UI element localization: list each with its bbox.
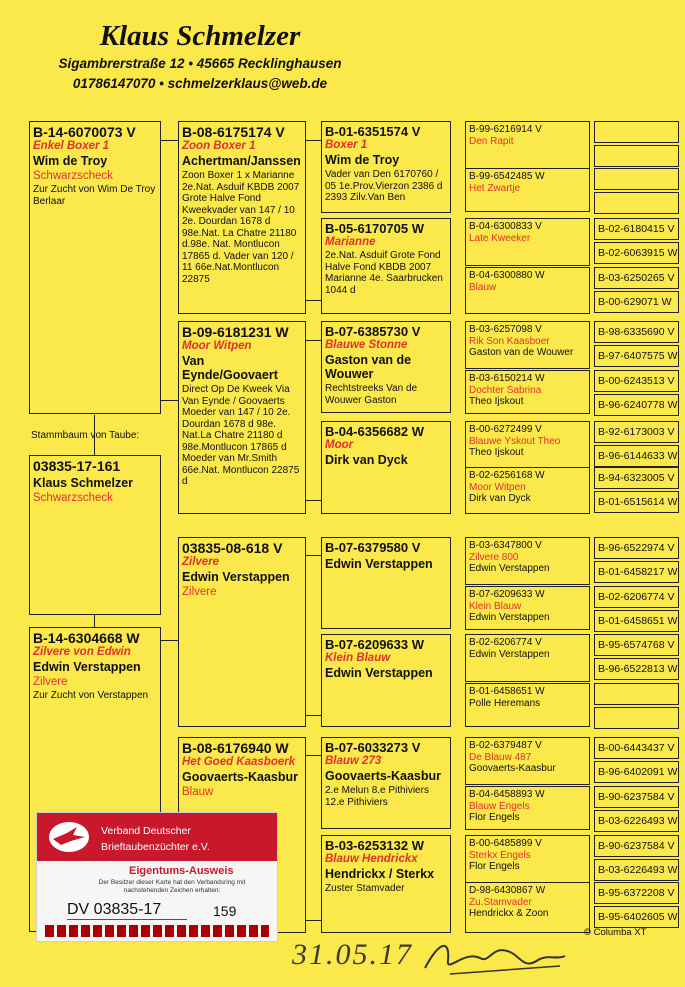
dam-color: Zilvere: [33, 676, 68, 688]
gen3-card[interactable]: [321, 537, 451, 629]
connector-line: [161, 140, 178, 141]
breeder-name: Klaus Schmelzer: [99, 20, 301, 52]
dam-notes: Zur Zucht von Verstappen: [33, 690, 149, 701]
gen5-card[interactable]: B-02-6206774 V: [594, 586, 679, 608]
gen3-owner: Goovaerts-Kaasbur: [325, 769, 442, 783]
gen4-name: Zu.Stamvader: [469, 896, 532, 908]
gen4-ring: B-02-6379487 V: [469, 740, 542, 751]
gen5-card[interactable]: [594, 168, 679, 190]
gen5-card[interactable]: B-00-6443437 V: [594, 737, 679, 759]
connector-line: [306, 555, 321, 556]
connector-line: [161, 640, 178, 641]
breeder-address: Sigambrerstraße 12 • 45665 Recklinghausen: [58, 56, 342, 71]
dam-owner: Edwin Verstappen: [33, 660, 141, 674]
gen4-name: Moor Witpen: [469, 481, 526, 493]
gen4-card[interactable]: [465, 267, 590, 314]
sire-ring: B-14-6070073 V: [33, 124, 136, 140]
card-org-line2: Brieftaubenzüchter e.V.: [101, 841, 210, 853]
gen5-card[interactable]: B-03-6226493 W: [594, 859, 679, 881]
gen4-ring: B-00-6272499 V: [469, 424, 542, 435]
gen5-card[interactable]: B-90-6237584 V: [594, 835, 679, 857]
sire-notes: Zur Zucht von Wim De Troy Berlaar: [33, 184, 156, 207]
gen4-ring: B-02-6206774 V: [469, 637, 542, 648]
gen4-owner: Goovaerts-Kaasbur: [469, 763, 556, 774]
gen4-ring: D-98-6430867 W: [469, 885, 546, 896]
sire-name: Enkel Boxer 1: [33, 140, 110, 152]
gen3-name: Marianne: [325, 236, 376, 248]
gen5-card[interactable]: B-03-6250265 V: [594, 267, 679, 289]
gen5-card[interactable]: B-90-6237584 V: [594, 786, 679, 808]
gen5-card[interactable]: [594, 145, 679, 167]
gen5-card[interactable]: B-95-6574768 V: [594, 634, 679, 656]
gen3-owner: Edwin Verstappen: [325, 666, 433, 680]
gen5-card[interactable]: B-01-6458217 W: [594, 561, 679, 583]
gen4-ring: B-99-6542485 W: [469, 171, 545, 182]
gen4-owner: Edwin Verstappen: [469, 612, 550, 623]
dam-ring: B-14-6304668 W: [33, 630, 140, 646]
gen4-card[interactable]: [465, 586, 590, 630]
gen2-name: Zilvere: [182, 556, 220, 568]
gen4-card[interactable]: [465, 683, 590, 727]
gen4-owner: Edwin Verstappen: [469, 563, 550, 574]
connector-line: [306, 140, 321, 141]
gen3-name: Klein Blauw: [325, 652, 391, 664]
gen4-card[interactable]: [465, 835, 590, 883]
gen3-card[interactable]: [321, 421, 451, 514]
gen3-ring: B-07-6209633 W: [325, 637, 424, 652]
gen3-owner: Hendrickx / Sterkx: [325, 867, 435, 881]
gen4-owner: Hendrickx & Zoon: [469, 908, 549, 919]
breeder-contact: 01786147070 • schmelzerklaus@web.de: [72, 76, 328, 91]
gen4-name: Den Rapit: [469, 135, 514, 147]
subject-color: Schwarzscheck: [33, 492, 113, 504]
gen2-owner: Achertman/Janssen: [182, 154, 301, 168]
gen4-owner: Theo Ijskout: [469, 396, 524, 407]
sire-owner: Wim de Troy: [33, 154, 108, 168]
gen4-name: Blauwe Yskout Theo: [469, 435, 561, 447]
gen3-owner: Dirk van Dyck: [325, 453, 408, 467]
gen5-card[interactable]: [594, 192, 679, 214]
dam-name: Zilvere von Edwin: [33, 646, 131, 658]
gen5-card[interactable]: [594, 121, 679, 143]
gen3-owner: Edwin Verstappen: [325, 557, 433, 571]
gen3-name: Blauw Hendrickx: [325, 853, 418, 865]
gen3-notes: 2.e Melun 8.e Pithiviers 12.e Pithiviers: [325, 785, 429, 808]
gen5-card[interactable]: [594, 683, 679, 705]
gen5-card[interactable]: B-00-629071 W: [594, 291, 679, 313]
gen4-ring: B-02-6256168 W: [469, 470, 545, 481]
connector-line: [161, 400, 178, 401]
gen4-name: Rik Son Kaasboer: [469, 335, 550, 347]
sire-card[interactable]: [29, 121, 161, 414]
sire-color: Schwarzscheck: [33, 170, 113, 182]
gen3-ring: B-04-6356682 W: [325, 424, 424, 439]
gen5-card[interactable]: B-02-6180415 V: [594, 218, 679, 240]
card-number: 159: [213, 903, 237, 919]
gen5-card[interactable]: B-94-6323005 V: [594, 467, 679, 489]
gen3-notes: Vader van Den 6170760 / 05 1e.Prov.Vierzon 2386 d 2393 Zilv.Van Ben: [325, 169, 443, 203]
stammbaum-label: Stammbaum von Taube:: [31, 430, 140, 441]
gen4-card[interactable]: [465, 537, 590, 585]
connector-line: [306, 500, 321, 501]
gen5-card[interactable]: B-95-6372208 V: [594, 882, 679, 904]
subject-card[interactable]: [29, 455, 161, 615]
gen2-ring: 03835-08-618 V: [182, 540, 283, 556]
gen4-name: Dochter Sabrina: [469, 384, 542, 396]
gen4-name: Zilvere 800: [469, 551, 519, 563]
gen5-card[interactable]: B-98-6335690 V: [594, 321, 679, 343]
card-org-line1: Verband Deutscher: [101, 825, 191, 837]
gen4-card[interactable]: [465, 737, 590, 785]
gen3-notes: Zuster Stamvader: [325, 883, 405, 894]
gen5-card[interactable]: B-01-6515614 W: [594, 491, 679, 513]
gen5-card[interactable]: B-03-6226493 W: [594, 810, 679, 832]
gen2-name: Moor Witpen: [182, 340, 252, 352]
gen4-ring: B-00-6485899 V: [469, 838, 542, 849]
subject-ring: 03835-17-161: [33, 458, 121, 474]
gen5-card[interactable]: B-96-6522974 V: [594, 537, 679, 559]
gen3-name: Boxer 1: [325, 139, 368, 151]
gen3-owner: Gaston van de Wouwer: [325, 353, 412, 381]
gen3-card[interactable]: [321, 321, 451, 413]
gen5-card[interactable]: B-96-6144633 W: [594, 445, 679, 467]
gen2-notes: Direct Op De Kweek Via Van Eynde / Goovaerts Moeder van 147 / 10 2e. Dourdan 1678 d 98e. Nat.La Chatre 21180 d 98e.Montlucon 17865 d Moeder van Mr.Smith 66e.Nat. Montlucon 22875 d: [182, 384, 300, 487]
gen5-card[interactable]: B-92-6173003 V: [594, 421, 679, 443]
gen2-name: Het Goed Kaasboerk: [182, 756, 296, 768]
gen2-owner: Goovaerts-Kaasbur: [182, 770, 299, 784]
connector-line: [306, 715, 321, 716]
gen3-ring: B-05-6170705 W: [325, 221, 424, 236]
subject-owner: Klaus Schmelzer: [33, 476, 134, 490]
connector-line: [306, 755, 321, 756]
gen3-notes: Rechtstreeks Van de Wouwer Gaston: [325, 383, 418, 406]
gen3-ring: B-07-6379580 V: [325, 540, 421, 555]
gen3-name: Blauw 273: [325, 755, 382, 767]
gen4-ring: B-04-6300880 W: [469, 270, 545, 281]
gen5-card[interactable]: B-96-6240778 W: [594, 394, 679, 416]
gen4-name: De Blauw 487: [469, 751, 532, 763]
gen4-owner: Dirk van Dyck: [469, 493, 531, 504]
gen3-card[interactable]: [321, 121, 451, 213]
gen2-owner: Edwin Verstappen: [182, 570, 290, 584]
gen5-card[interactable]: B-95-6402605 W: [594, 906, 679, 928]
gen5-card[interactable]: B-96-6522813 W: [594, 658, 679, 680]
gen4-owner: Flor Engels: [469, 812, 520, 823]
card-subtitle: Der Besitzer dieser Karte hat den Verbandsring mit nachstehenden Zeichen erhalten:: [98, 879, 246, 894]
gen4-card[interactable]: [465, 634, 590, 682]
gen2-color: Blauw: [182, 786, 214, 798]
gen2-notes: Zoon Boxer 1 x Marianne 2e.Nat. Asduif KBDB 2007 Grote Halve Fond Kweekvader van 147 / 10 2e. Dourdan 1678 d 98e.Nat. La Chatre 21180 d.98e. Nat. Montlucon 17865 d. Vader van 120 / 11 66e.Nat.Montlucon 22875: [182, 170, 300, 285]
gen4-ring: B-03-6257098 V: [469, 324, 542, 335]
gen4-name: Blauw: [469, 281, 497, 293]
gen4-owner: Flor Engels: [469, 861, 520, 872]
gen4-ring: B-01-6458651 W: [469, 686, 545, 697]
gen4-card[interactable]: [465, 882, 590, 933]
gen4-card[interactable]: [465, 786, 590, 830]
pigeon-logo-icon: [47, 819, 91, 855]
gen4-name: Klein Blauw: [469, 600, 522, 612]
gen5-card[interactable]: B-00-6243513 V: [594, 370, 679, 392]
gen2-card[interactable]: [178, 121, 306, 314]
signature-date: 31.05.17: [292, 938, 413, 971]
gen5-card[interactable]: B-97-6407575 W: [594, 345, 679, 367]
gen2-ring: B-08-6175174 V: [182, 124, 285, 140]
gen4-owner: Gaston van de Wouwer: [469, 347, 574, 358]
gen4-ring: B-99-6216914 V: [469, 124, 542, 135]
gen4-ring: B-03-6347800 V: [469, 540, 542, 551]
gen5-card[interactable]: [594, 707, 679, 729]
signature-icon: [420, 930, 570, 980]
gen3-ring: B-01-6351574 V: [325, 124, 421, 139]
gen4-name: Het Zwartje: [469, 182, 521, 194]
gen5-card[interactable]: B-02-6063915 W: [594, 242, 679, 264]
gen2-color: Zilvere: [182, 586, 217, 598]
gen4-ring: B-04-6458893 W: [469, 789, 545, 800]
card-ring-code: DV 03835-17: [67, 901, 187, 920]
gen3-owner: Wim de Troy: [325, 153, 400, 167]
gen2-ring: B-09-6181231 W: [182, 324, 289, 340]
gen4-ring: B-04-6300833 V: [469, 221, 542, 232]
gen3-ring: B-03-6253132 W: [325, 838, 424, 853]
ownership-card: [36, 812, 278, 942]
connector-line: [306, 920, 321, 921]
gen3-card[interactable]: [321, 835, 451, 933]
gen2-name: Zoon Boxer 1: [182, 140, 256, 152]
gen4-card[interactable]: [465, 421, 590, 469]
gen4-card[interactable]: [465, 321, 590, 369]
gen2-card[interactable]: [178, 321, 306, 514]
gen4-name: Late Kweeker: [469, 232, 531, 244]
gen4-card[interactable]: [465, 467, 590, 514]
gen4-name: Sterkx Engels: [469, 849, 531, 861]
connector-line: [306, 300, 321, 301]
gen3-ring: B-07-6385730 V: [325, 324, 421, 339]
card-pattern-strip: [45, 925, 269, 937]
gen3-notes: 2e.Nat. Asduif Grote Fond Halve Fond KBDB 2007 Marianne 4e. Saarbrucken 1044 d: [325, 250, 443, 296]
gen4-name: Blauw Engels: [469, 800, 530, 812]
gen3-card[interactable]: [321, 218, 451, 314]
gen3-ring: B-07-6033273 V: [325, 740, 421, 755]
gen2-ring: B-08-6176940 W: [182, 740, 289, 756]
gen4-card[interactable]: [465, 121, 590, 169]
gen2-owner: Van Eynde/Goovaert: [182, 354, 278, 382]
gen4-ring: B-03-6150214 W: [469, 373, 545, 384]
gen5-card[interactable]: B-01-6458651 W: [594, 610, 679, 632]
gen4-card[interactable]: [465, 218, 590, 266]
gen4-card[interactable]: [465, 168, 590, 212]
copyright: © Columba XT: [584, 927, 647, 938]
gen4-owner: Edwin Verstappen: [469, 648, 550, 660]
gen5-card[interactable]: B-96-6402091 W: [594, 761, 679, 783]
gen2-card[interactable]: [178, 537, 306, 727]
connector-line: [94, 615, 95, 627]
gen3-card[interactable]: [321, 634, 451, 727]
gen4-owner: Polle Heremans: [469, 697, 541, 709]
gen4-owner: Theo Ijskout: [469, 447, 524, 458]
gen3-name: Moor: [325, 439, 354, 451]
gen4-card[interactable]: [465, 370, 590, 414]
card-title: Eigentums-Ausweis: [129, 865, 234, 877]
gen3-name: Blauwe Stonne: [325, 339, 408, 351]
connector-line: [306, 340, 321, 341]
gen4-ring: B-07-6209633 W: [469, 589, 545, 600]
gen3-card[interactable]: [321, 737, 451, 829]
